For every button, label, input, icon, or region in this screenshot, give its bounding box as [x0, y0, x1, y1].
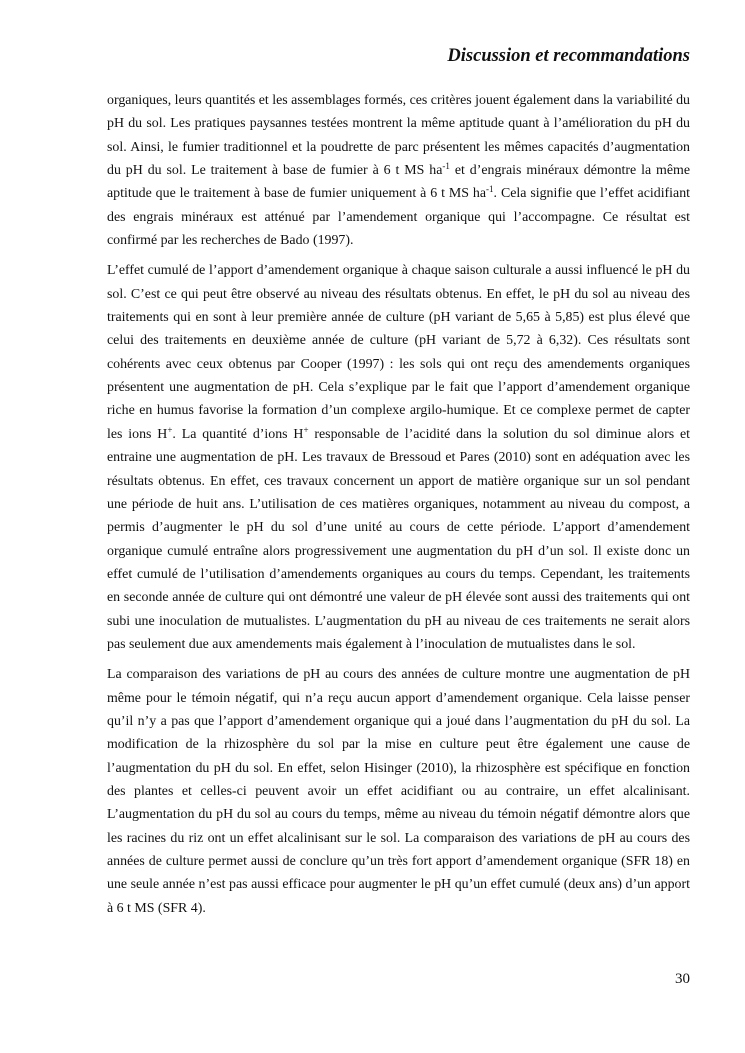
running-header: Discussion et recommandations — [447, 46, 690, 66]
superscript: + — [303, 424, 309, 435]
paragraph — [107, 89, 690, 252]
text-segment: L’effet cumulé de l’apport d’amendement organique à chaque saison culturale a aussi influencé le pH du sol. C’est ce qui peut être observé au niveau des résultats obtenus. En effet, le pH du sol au niveau des traitements qui en sont à leur première année de culture (pH variant de 5,65 à 5,85) est plus élevé que celui des traitements en deuxième année de culture (pH variant de 5,72 à 6,32). Ces résultats sont cohérents avec ceux obtenus par Cooper (1997) : les sols qui ont reçu des amendements organiques présentent une augmentation de pH. Cela s’explique par le fait que l’apport d’amendement organique riche en humus favorise la formation d’un complexe argilo-humique. Et ce complexe permet de capter les ions H — [107, 263, 690, 442]
text-segment: . La quantité d’ions H — [172, 426, 304, 442]
paragraph — [107, 663, 690, 920]
page-number: 30 — [675, 971, 690, 987]
text-segment: La comparaison des variations de pH au cours des années de culture montre une augmentation de pH même pour le témoin négatif, qui n’a reçu aucun apport d’amendement organique. Cela laisse penser qu’il n’y a pas que l’apport d’amendement organique qui a joué dans l’augmentation du pH du sol. La modification de la rhizosphère du sol par la mise en culture peut être également une cause de l’augmentation du pH du sol. En effet, selon Hisinger (2010), la rhizosphère est spécifique en fonction des plantes et celles-ci peuvent avoir un effet acidifiant ou au contraire, un effet alcalinisant. L’augmentation du pH du sol au cours du temps, même au niveau du témoin négatif démontre alors que les racines du riz ont un effet alcalinisant sur le sol. La comparaison des variations de pH au cours des années de culture permet aussi de conclure qu’un très fort apport d’amendement organique (SFR 18) en une seule année n’est pas aussi efficace pour augmenter le pH qu’un effet cumulé (deux ans) d’un apport à 6 t MS (SFR 4). — [107, 667, 690, 916]
body-text — [107, 89, 690, 927]
text-segment: . Cela signifie que l’effet acidifiant des engrais minéraux est atténué par l’amendement organique qui l’accompagne. Ce résultat est confirmé par les recherches de Bado (1997). — [107, 186, 691, 249]
superscript: -1 — [486, 184, 494, 195]
superscript: + — [167, 424, 173, 435]
paragraph — [107, 259, 690, 656]
text-segment: et d’engrais minéraux démontre la même aptitude que le traitement à base de fumier uniquement à 6 t MS ha — [107, 163, 690, 202]
text-segment: organiques, leurs quantités et les assemblages formés, ces critères jouent également dans la variabilité du pH du sol. Les pratiques paysannes testées montrent la même aptitude quant à l’amélioration du pH du sol. Ainsi, le fumier traditionnel et la poudrette de parc présentent les mêmes capacités d’augmentation du pH du sol. Le traitement à base de fumier à 6 t MS ha — [107, 93, 690, 179]
text-segment: responsable de l’acidité dans la solution du sol diminue alors et entraine une augmentation de pH. Les travaux de Bressoud et Pares (2010) sont en adéquation avec les résultats obtenus. En effet, ces travaux concernent un apport de matière organique sur un sol pendant une période de huit ans. L’utilisation de ces matières organiques, notamment au niveau du compost, a permis d’augmenter le pH du sol d’une unité au cours de cette période. L’apport d’amendement organique cumulé entraîne alors progressivement une augmentation du pH d’un sol. Il existe donc un effet cumulé de l’utilisation d’amendements organiques au cours du temps. Cependant, les traitements en seconde année de culture qui ont démontré une valeur de pH élevée sont aussi des traitements qui ont subi une inoculation de mutualistes. L’augmentation du pH au niveau de ces traitements ne serait alors pas seulement due aux amendements mais également à l’inoculation de mutualistes dans le sol. — [107, 426, 690, 652]
superscript: -1 — [442, 161, 450, 172]
